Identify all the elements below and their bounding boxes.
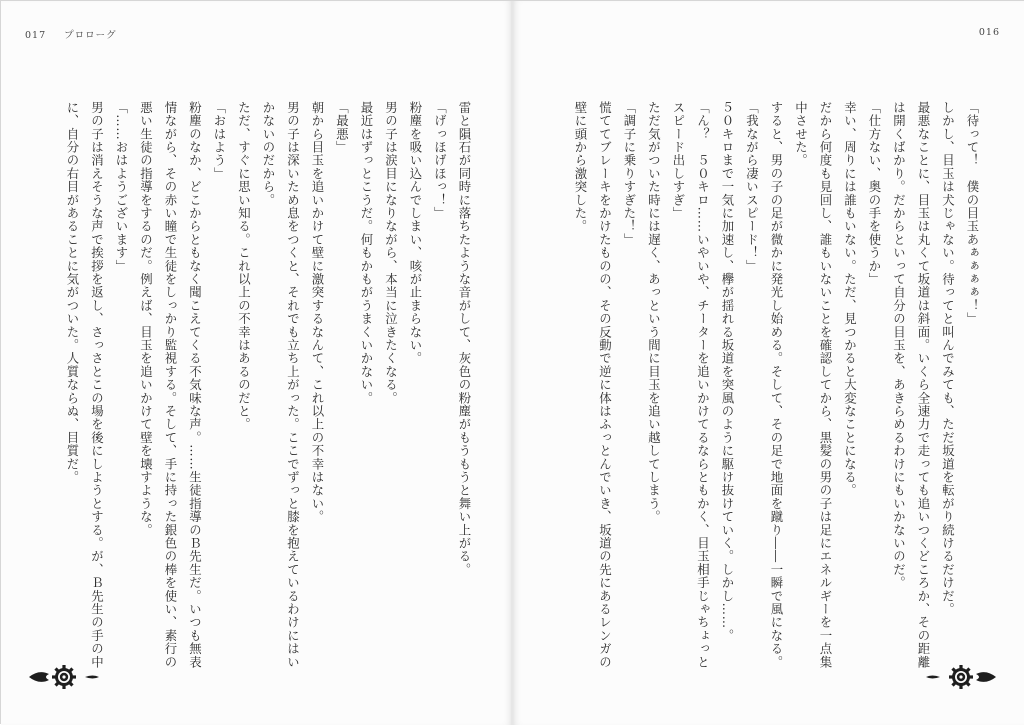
gear-ornament-icon xyxy=(27,665,101,689)
paragraph: 朝から目玉を追いかけて壁に激突するなんて、これ以上の不幸はない。 xyxy=(310,101,325,524)
gear-ornament-icon xyxy=(924,665,998,689)
paragraph: 「……おはようございます」 xyxy=(114,101,129,273)
paragraph: 「待って！ 僕の目玉あぁぁぁぁ！」 xyxy=(965,101,980,326)
paragraph: ただ、すぐに思い知る。これ以上の不幸はあるのだと。 xyxy=(236,101,252,431)
page-number: 017 xyxy=(25,30,47,41)
left-page xyxy=(1,1,512,725)
paragraph: だから何度も見回し、誰もいないことを確認してから、黒髪の男の子は足にエネルギーを一点集中させた。 xyxy=(793,101,833,669)
body-text xyxy=(46,101,476,681)
right-page xyxy=(513,1,1024,725)
running-header xyxy=(979,27,1000,38)
paragraph: ただ気がついた時には遅く、あっという間に目玉を追い越してしまう。 xyxy=(646,101,662,524)
paragraph: 男の子は消えそうな声で挨拶を返し、さっさとこの場を後にしようとする。が、Ｂ先生の手の中に、自分の右目があることに気がついた。人質ならぬ、目質だ。 xyxy=(65,101,105,669)
paragraph: しかし、目玉は犬じゃない。待ってと叫んでみても、ただ坂道を転がり続けるだけだ。 xyxy=(940,101,956,616)
paragraph: 「最悪」 xyxy=(334,101,350,154)
paragraph: 「調子に乗りすぎた！」 xyxy=(622,101,637,247)
paragraph: 慌ててブレーキをかけたものの、その反動で逆に体はふっとんでいき、坂道の先にあるレンガの壁に頭から激突した。 xyxy=(573,101,613,669)
paragraph: 「仕方ない、奥の手を使うか」 xyxy=(867,101,882,286)
paragraph: 「ん？ ５０キロ……いやいや、チーターを追いかけてるならともかく、目玉相手じゃちょっとスピード出しすぎ」 xyxy=(671,101,711,669)
paragraph: すると、男の子の足が微かに発光し始める。そして、その足で地面を蹴り――一瞬で風になる。 xyxy=(769,101,784,669)
paragraph: 男の子は涙目になりながら、本当に泣きたくなる。 xyxy=(383,101,399,405)
paragraph: 幸い、周りには誰もいない。ただ、見つかると大変なことになる。 xyxy=(842,101,858,497)
paragraph: 最近はずっとこうだ。何もかもがうまくいかない。 xyxy=(359,101,374,405)
paragraph: ５０キロまで一気に加速し、欅が揺れる坂道を突風のように駆け抜けていく。しかし……。 xyxy=(720,101,735,643)
paragraph: 「我ながら凄いスピード！」 xyxy=(744,101,760,273)
paragraph: 男の子は深いため息をつくと、それでも立ち上がった。ここでずっと膝を抱えているわけにはいかないのだから。 xyxy=(261,101,301,669)
page-number: 016 xyxy=(978,27,1000,38)
running-header xyxy=(25,27,117,41)
body-text xyxy=(564,101,984,681)
paragraph: 粉塵を吸い込んでしまい、咳が止まらない。 xyxy=(408,101,423,365)
paragraph: 雷と隕石が同時に落ちたような音がして、灰色の粉塵がもうもうと舞い上がる。 xyxy=(457,101,472,577)
paragraph: 「おはよう」 xyxy=(212,101,227,181)
paragraph: 粉塵のなか、どこからともなく聞こえてくる不気味な声。……生徒指導のＢ先生だ。いつも無表情ながら、その赤い瞳で生徒をしっかり監視する。そして、手に持った銀色の棒を使い、素行の悪い生徒の指導をするのだ。例えば、目玉を追いかけて壁を壊すような。 xyxy=(138,101,203,669)
paragraph: 「げっほげほっ！」 xyxy=(432,101,448,220)
chapter-title: プロローグ xyxy=(64,30,117,41)
paragraph: 最悪なことに、目玉は丸くて坂道は斜面。いくら全速力で走っても追いつくどころか、その距離は開くばかり。だからといって自分の目玉を、あきらめるわけにもいかないのだ。 xyxy=(891,101,931,669)
